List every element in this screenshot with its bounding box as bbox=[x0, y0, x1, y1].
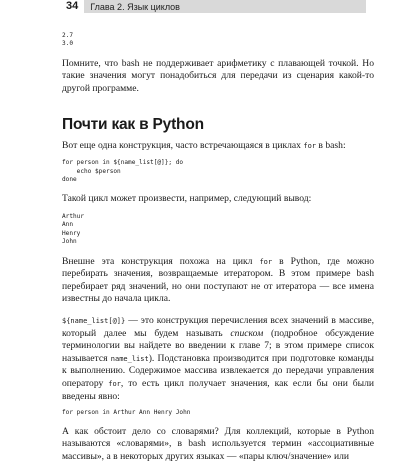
inline-code-for: for bbox=[108, 379, 121, 388]
page-number: 34 bbox=[66, 0, 79, 12]
emphasis-list: списком bbox=[230, 327, 264, 339]
code-explicit-loop: for person in Arthur Ann Henry John bbox=[62, 409, 191, 417]
inline-code-for: for bbox=[303, 141, 317, 150]
page-content bbox=[62, 32, 374, 463]
running-header bbox=[66, 0, 366, 13]
chapter-title: Глава 2. Язык циклов bbox=[90, 1, 180, 12]
paragraph-array-expansion: ${name_list[@]} — это конструкция перечисления всех значений в массиве, который далее мы будем называть списком (подробное обсуждение терминологии вы найдете во введении к главе 7; в этом примере список называется name_list). Подстановка производится при подготовке команды к выполнению. Содержимое массива извлекается до передачи управления оператору for, то есть цикл получает значения, как если бы они были введены явно: bbox=[62, 315, 374, 402]
code-for-loop: for person in ${name_list[@]}; do echo $person done bbox=[62, 159, 184, 183]
section-title: Почти как в Python bbox=[62, 115, 204, 133]
paragraph-python-comparison: Внешне эта конструкция похожа на цикл for в Python, где можно перебирать значения, возвращаемые итератором. В этом примере bash перебирает ряд значений, но они поступают не от итератора — все имена известны до начала цикла. bbox=[62, 255, 375, 305]
chapter-title-bar bbox=[84, 0, 366, 13]
paragraph-float-note: Помните, что bash не поддерживает арифметику с плавающей точкой. Но такие значения могут понадобиться для передачи из сценария какой-то другой программе. bbox=[62, 57, 374, 94]
inline-code-array: ${name_list[@]} bbox=[62, 317, 126, 325]
code-names-output: Arthur Ann Henry John bbox=[62, 213, 85, 246]
inline-code-name-list: name_list bbox=[110, 354, 149, 363]
paragraph-dictionaries: А как обстоит дело со словарями? Для коллекций, которые в Python называются «словарями», в bash используется термин «ассоциативные массивы», а в некоторых других языках — «пары ключ/значение» или bbox=[62, 425, 374, 462]
code-output-values: 2.7 3.0 bbox=[62, 32, 74, 48]
paragraph-output-intro: Такой цикл может произвести, например, следующий вывод: bbox=[62, 193, 312, 205]
paragraph-intro-for: Вот еще одна конструкция, часто встречающаяся в циклах for в bash: bbox=[62, 139, 346, 151]
inline-code-for: for bbox=[259, 257, 273, 266]
